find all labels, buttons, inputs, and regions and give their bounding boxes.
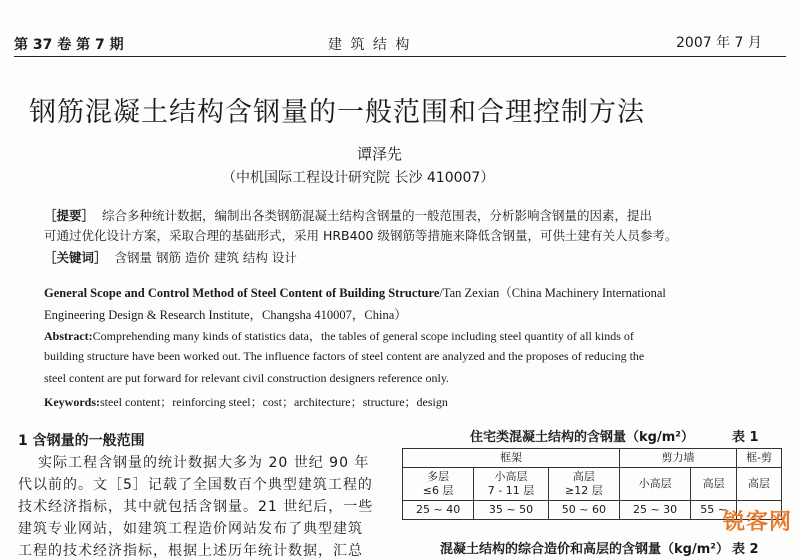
table-group-header: 剪力墙: [619, 449, 736, 468]
issue-date: 2007 年 7 月: [676, 35, 762, 51]
table-cell: 50 ~ 60: [548, 501, 619, 520]
section-heading: 1 含钢量的一般范围: [18, 433, 145, 449]
table1-caption: 住宅类混凝土结构的含钢量（kg/m²）: [470, 430, 694, 445]
journal-name: 建 筑 结 构: [328, 37, 412, 53]
paper-title: 钢筋混凝土结构含钢量的一般范围和合理控制方法: [29, 97, 645, 128]
abstract-text-1: 综合多种统计数据，编制出各类钢筋混凝土结构含钢量的一般范围表，分析影响含钢量的因素，提出: [101, 208, 652, 223]
en-author: /Tan Zexian（China Machinery International: [439, 286, 666, 300]
body-line: 工程的技术经济指标，根据上述历年统计数据，汇总: [18, 543, 363, 559]
table-row: [403, 468, 782, 501]
en-abstract-label: Abstract:: [44, 329, 93, 343]
en-keywords-label: Keywords:: [44, 395, 100, 409]
en-abstract-line2: building structure have been worked out. The influence factors of steel content are analyzed and the proposes of reducing the: [44, 349, 645, 363]
author-name: 谭泽先: [357, 145, 403, 163]
en-keywords: [44, 393, 448, 410]
table1-label: 表 1: [732, 430, 759, 445]
table-col-header: 小高层 7 - 11 层: [474, 468, 549, 501]
table-cell: 55 ~: [691, 501, 737, 520]
table-col-header: 高层: [691, 468, 737, 501]
header-rule: [14, 56, 786, 57]
table-cell: 25 ~ 40: [403, 501, 474, 520]
abstract-zh-line2: 可通过优化设计方案，采取合理的基础形式，采用 HRB400 级钢筋等措施来降低含钢量，可供土建有关人员参考。: [44, 228, 678, 243]
volume-issue: 第 37 卷 第 7 期: [14, 37, 124, 53]
body-line: 代以前的。文［5］记载了全国数百个典型建筑工程的: [18, 477, 373, 493]
abstract-label: ［提要］: [44, 208, 95, 223]
en-keywords-text: steel content；reinforcing steel；cost；architecture；structure；design: [100, 395, 448, 409]
table2-label: 表 2: [732, 542, 759, 557]
en-abstract-line1: [44, 327, 634, 344]
body-line: 建筑专业网站，如建筑工程造价网站发布了典型建筑: [18, 521, 363, 537]
table-cell: 35 ~ 50: [474, 501, 549, 520]
table-col-header: 小高层: [619, 468, 690, 501]
table-group-header: 框-剪: [737, 449, 782, 468]
body-line: 技术经济指标，其中就包括含钢量。21 世纪后，一些: [18, 499, 374, 515]
keywords-text: 含钢量 钢筋 造价 建筑 结构 设计: [114, 250, 297, 265]
en-abstract-text-1: Comprehending many kinds of statistics data，the tables of general scope including steel quantity of all kinds of: [92, 329, 634, 343]
watermark-logo: 锐客网: [722, 510, 792, 535]
table-group-header: 框架: [403, 449, 620, 468]
table-row: [403, 449, 782, 468]
table-cell: 25 ~ 30: [619, 501, 690, 520]
en-affiliation: Engineering Design & Research Institute，Changsha 410007，China）: [44, 308, 407, 322]
table-col-header: 多层 ≤6 层: [403, 468, 474, 501]
en-title: General Scope and Control Method of Steel Content of Building Structure: [44, 286, 440, 300]
keywords-label: ［关键词］: [44, 250, 107, 265]
en-title-line: [44, 283, 666, 301]
keywords-zh: [44, 248, 297, 266]
table2-caption: 混凝土结构的综合造价和高层的含钢量（kg/m²）: [440, 542, 729, 557]
table-col-header: 高层: [737, 468, 782, 501]
en-abstract-line3: steel content are put forward for relevant civil construction designers reference only.: [44, 371, 450, 385]
abstract-zh-line1: [44, 206, 652, 224]
affiliation: （中机国际工程设计研究院 长沙 410007）: [222, 170, 495, 186]
body-line: 实际工程含钢量的统计数据大多为 20 世纪 90 年: [38, 455, 370, 471]
table-col-header: 高层 ≥12 层: [548, 468, 619, 501]
